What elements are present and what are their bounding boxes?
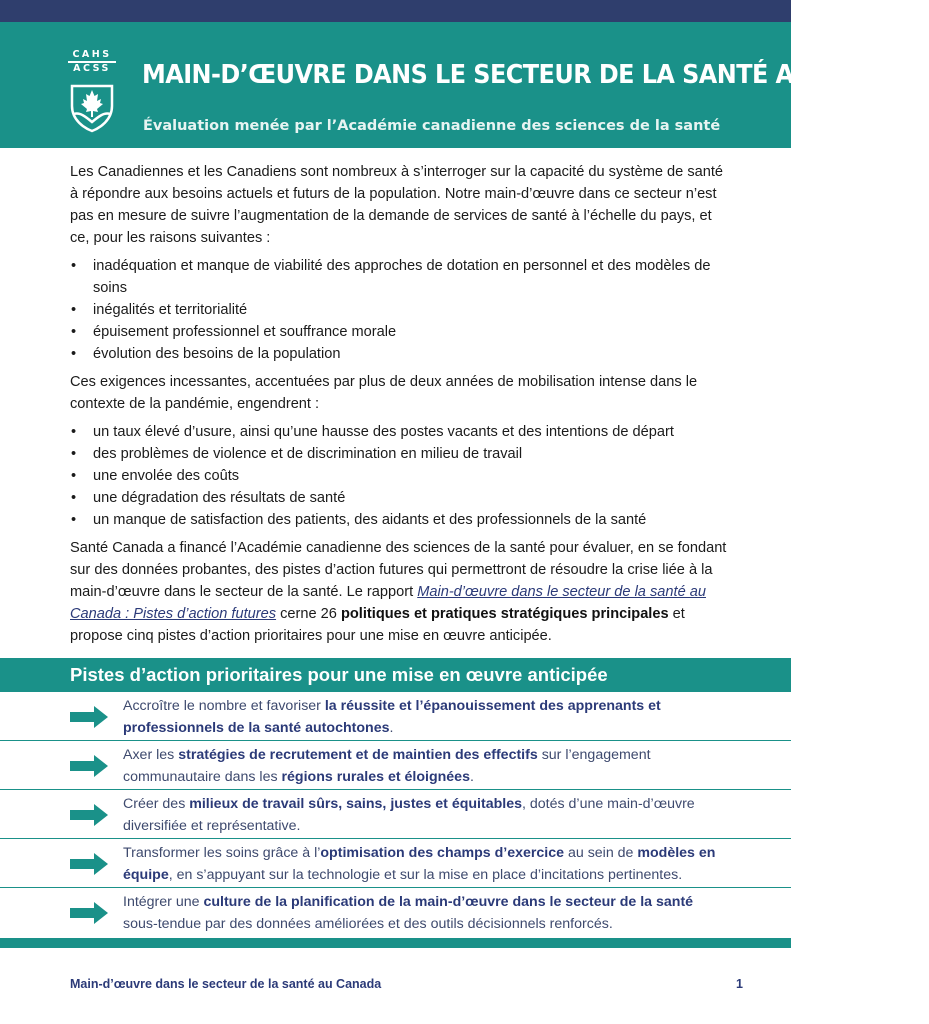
cahs-logo: [66, 50, 118, 134]
priority-text-mid: .: [389, 720, 394, 736]
list-item: • un taux élevé d’usure, ainsi qu’une hausse des postes vacants et des intentions de départ: [70, 421, 730, 443]
list-item: • une envolée des coûts: [70, 465, 730, 487]
priorities-heading: Pistes d’action prioritaires pour une mise en œuvre anticipée: [70, 664, 608, 685]
priority-item: [0, 741, 791, 790]
list-item: • des problèmes de violence et de discrimination en milieu de travail: [70, 443, 730, 465]
priority-text-bold: optimisation des champs d’exercice: [320, 845, 565, 861]
priority-item: [0, 839, 791, 888]
priority-text-mid: sur l’engagement communautaire dans les: [123, 747, 651, 785]
demands-paragraph: Ces exigences incessantes, accentuées par plus de deux années de mobilisation intense dans le contexte de la pandémie, engendrent :: [70, 374, 698, 412]
priority-text: [123, 744, 728, 788]
arrow-right-icon: [70, 804, 108, 826]
main-content: [70, 161, 730, 647]
effects-list: [70, 421, 730, 531]
priority-text-mid: au sein de: [564, 845, 638, 861]
priority-text-pre: Accroître le nombre et favoriser: [123, 698, 325, 714]
priority-text: [123, 793, 728, 837]
logo-text-top: CAHS: [72, 49, 112, 60]
page-subtitle: Évaluation menée par l’Académie canadienne des sciences de la santé: [143, 118, 721, 134]
maple-leaf-shield-icon: [70, 84, 114, 132]
arrow-right-icon: [70, 706, 108, 728]
arrow-right-icon: [70, 853, 108, 875]
list-item: • épuisement professionnel et souffrance morale: [70, 321, 730, 343]
priority-text-bold: milieux de travail sûrs, sains, justes et équitables: [189, 796, 522, 812]
report-link[interactable]: Main-d’œuvre dans le secteur de la santé au Canada : Pistes d’action futures: [70, 584, 706, 622]
priority-text-bold: culture de la planification de la main-d’œuvre dans le secteur de la santé: [203, 894, 694, 910]
funding-text-1: Santé Canada a financé l’Académie canadienne des sciences de la santé pour évaluer, en se fondant sur des données probantes, des pistes d’action futures qui permettront de résoudre la crise liée à la main-d’œuvre dans le secteur de la santé. Le rapport: [70, 540, 727, 600]
logo-text-bottom: ACSS: [73, 63, 111, 74]
top-navy-strip: [0, 0, 791, 22]
priority-text-bold-2: modèles en équipe: [123, 845, 716, 883]
priority-text-bold: la réussite et l’épanouissement des apprenants et professionnels de la santé autochtones: [123, 698, 661, 736]
priority-text-post: .: [469, 769, 474, 785]
list-item: • un manque de satisfaction des patients, des aidants et des professionnels de la santé: [70, 509, 730, 531]
priority-text-bold-2: régions rurales et éloignées: [281, 769, 470, 785]
priority-item: [0, 888, 791, 937]
funding-text-3: et propose cinq pistes d’action prioritaires pour une mise en œuvre anticipée.: [70, 606, 685, 644]
priority-text-mid: sous-tendue par des données améliorées et des outils décisionnels renforcés.: [123, 916, 613, 932]
reasons-list: [70, 255, 730, 365]
bottom-divider: [0, 938, 791, 948]
priority-text-post: , en s’appuyant sur la technologie et sur la mise en place d’incitations pertinentes.: [168, 867, 683, 883]
priority-text: [123, 891, 728, 935]
list-item: • une dégradation des résultats de santé: [70, 487, 730, 509]
priority-item: [0, 790, 791, 839]
list-item: • inégalités et territorialité: [70, 299, 730, 321]
priority-text-pre: Axer les: [123, 747, 179, 763]
priorities-list: [0, 692, 791, 937]
priority-text-pre: Transformer les soins grâce à l’: [123, 845, 321, 861]
priority-text-pre: Intégrer une: [123, 894, 204, 910]
header-banner: [0, 22, 929, 148]
priority-text-pre: Créer des: [123, 796, 190, 812]
priorities-heading-bar: [0, 658, 791, 692]
priority-text: [123, 842, 728, 886]
priority-text-bold: stratégies de recrutement et de maintien des effectifs: [178, 747, 538, 763]
arrow-right-icon: [70, 755, 108, 777]
priority-item: [0, 692, 791, 741]
arrow-right-icon: [70, 902, 108, 924]
footer-title: Main-d’œuvre dans le secteur de la santé au Canada: [70, 977, 382, 991]
funding-paragraph: [70, 537, 730, 647]
priority-text-mid: , dotés d’une main-d’œuvre diversifiée et représentative.: [123, 796, 695, 834]
intro-paragraph: Les Canadiennes et les Canadiens sont nombreux à s’interroger sur la capacité du système de santé à répondre aux besoins actuels et futurs de la population. Notre main-d’œuvre dans ce secteur n’est pas en mesure de suivre l’augmentation de la demande de services de santé à l’échelle du pays, et ce, pour les raisons suivantes :: [70, 164, 724, 246]
list-item: • évolution des besoins de la population: [70, 343, 730, 365]
funding-text-2: cerne 26: [276, 606, 341, 622]
funding-bold: politiques et pratiques stratégiques principales: [340, 606, 669, 622]
page-number: 1: [736, 977, 743, 991]
page-title: MAIN-D’ŒUVRE DANS LE SECTEUR DE LA SANTÉ AU CANADA: [142, 60, 929, 90]
priority-text: [123, 695, 728, 739]
list-item: • inadéquation et manque de viabilité des approches de dotation en personnel et des modèles de soins: [70, 255, 730, 299]
